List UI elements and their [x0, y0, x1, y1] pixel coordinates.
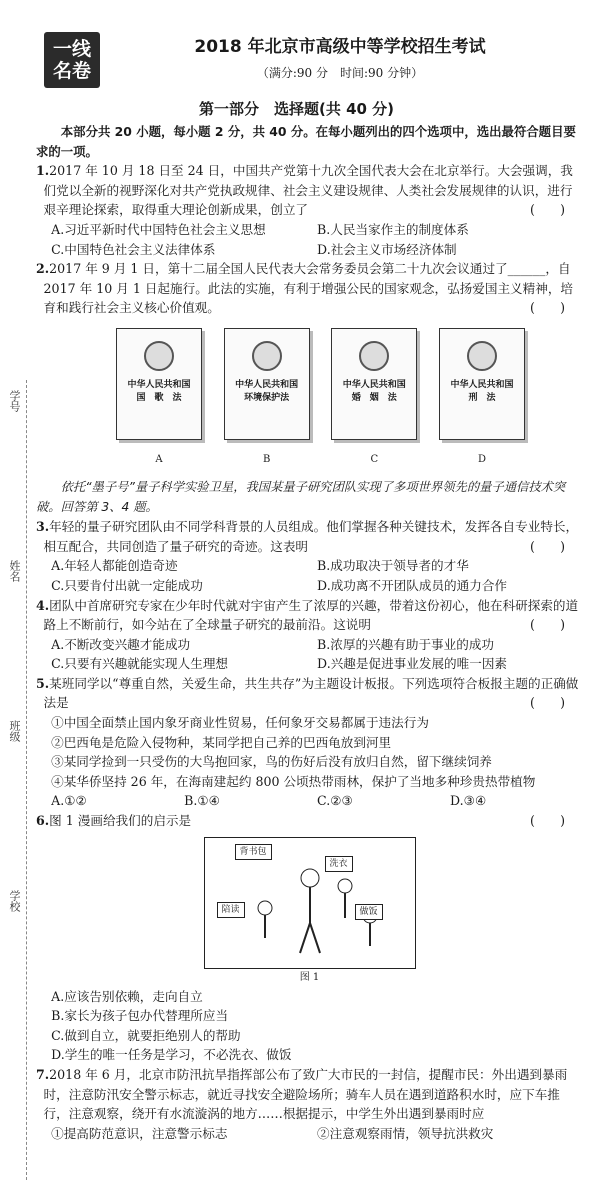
- question-stem: 团队中首席研究专家在少年时代就对宇宙产生了浓厚的兴趣，带着这份初心，他在科研探索的道路上不断前行，如今站在了全球量子研究的最前沿。这说明: [43, 597, 579, 633]
- answer-blank[interactable]: ( ): [529, 813, 565, 829]
- national-emblem-icon: [359, 341, 389, 371]
- book-title-line1: 中华人民共和国: [235, 379, 299, 390]
- answer-blank[interactable]: ( ): [529, 538, 565, 554]
- question-4: [36, 596, 583, 635]
- statement-3: ③某同学捡到一只受伤的大鸟抱回家，鸟的伤好后没有放归自然，留下继续饲养: [51, 754, 492, 770]
- option-c[interactable]: C.只要肯付出就一定能成功: [51, 577, 203, 593]
- label-class: 班级: [8, 720, 21, 742]
- statement-1: ①中国全面禁止国内象牙商业性贸易，任何象牙交易都属于违法行为: [51, 715, 429, 731]
- label-name: 姓名: [8, 560, 21, 582]
- cartoon-figure: [204, 837, 416, 969]
- option-b[interactable]: B.浓厚的兴趣有助于事业的成功: [317, 636, 495, 652]
- shared-passage: 依托“墨子号”量子科学实验卫星，我国某量子研究团队实现了多项世界领先的量子通信技术突破。回答第 3、4 题。: [36, 479, 566, 514]
- options-q5: [36, 791, 583, 811]
- book-option-b[interactable]: [224, 328, 310, 478]
- option-d[interactable]: D.学生的唯一任务是学习，不必洗衣、做饭: [51, 1047, 292, 1063]
- option-b[interactable]: B.家长为孩子包办代替理所应当: [51, 1008, 229, 1024]
- question-number: 5.: [36, 675, 50, 691]
- book-title-line2: 环境保护法: [244, 392, 290, 403]
- question-number: 6.: [36, 813, 50, 829]
- national-emblem-icon: [144, 341, 174, 371]
- question-3: [36, 517, 583, 556]
- answer-blank[interactable]: ( ): [529, 617, 565, 633]
- exam-content: [36, 122, 583, 1143]
- option-c[interactable]: C.只要有兴趣就能实现人生理想: [51, 656, 229, 672]
- question-stem: 2017 年 9 月 1 日，第十二届全国人民代表大会常务委员会第二十九次会议通过了______，自 2017 年 10 月 1 日起施行。此法的实施，有利于增强公民的国家观念，弘扬爱国主义精神，培育和践行社会主义核心价值观。: [43, 261, 574, 316]
- badge-line2: 名卷: [52, 60, 91, 82]
- answer-blank[interactable]: ( ): [529, 695, 565, 711]
- statements-q7: [36, 1124, 583, 1144]
- book-title-line1: 中华人民共和国: [127, 379, 191, 390]
- option-c[interactable]: C.中国特色社会主义法律体系: [51, 241, 216, 257]
- book-cover: [224, 328, 310, 440]
- book-title-line2: 婚 姻 法: [351, 392, 397, 403]
- option-a[interactable]: A.习近平新时代中国特色社会主义思想: [51, 221, 266, 237]
- question-stem: 某班同学以“尊重自然，关爱生命，共生共存”为主题设计板报。下列选项符合板报主题的正确做法是: [43, 675, 579, 711]
- option-d[interactable]: D.成功离不开团队成员的通力合作: [317, 577, 508, 593]
- national-emblem-icon: [252, 341, 282, 371]
- book-title-line1: 中华人民共和国: [342, 379, 406, 390]
- book-letter: C: [370, 453, 379, 465]
- question-stem: 2018 年 6 月，北京市防汛抗旱指挥部公布了致广大市民的一封信，提醒市民：外出遇到暴雨时，注意防汛安全警示标志，就近寻找安全避险场所；骑车人员在遇到道路积水时，应下车推行，注意观察，绕开有水流漩涡的地方……根据提示，中学生外出遇到暴雨时应: [43, 1067, 568, 1122]
- national-emblem-icon: [467, 341, 497, 371]
- question-number: 1.: [36, 163, 50, 179]
- question-stem: 图 1 漫画给我们的启示是: [49, 813, 192, 829]
- option-c[interactable]: C.做到自立，就要拒绝别人的帮助: [51, 1027, 241, 1043]
- options-q4: [36, 635, 583, 674]
- options-q1: [36, 220, 583, 259]
- book-title-line2: 刑 法: [468, 392, 496, 403]
- question-7: [36, 1065, 583, 1124]
- question-stem: 年轻的量子研究团队由不同学科背景的人员组成。他们掌握各种关键技术，发挥各自专业特长，相互配合，共同创造了量子研究的奇迹。这表明: [43, 519, 579, 554]
- book-option-c[interactable]: [331, 328, 417, 478]
- question-stem: 2017 年 10 月 18 日至 24 日，中国共产党第十九次全国代表大会在北京举行。大会强调，我们党以全新的视野深化对共产党执政规律、社会主义建设规律、人类社会发展规律的认识，进行艰辛理论探索，取得重大理论创新成果，创立了: [43, 163, 573, 218]
- binding-margin: [0, 380, 34, 1193]
- option-a[interactable]: A.不断改变兴趣才能成功: [51, 636, 191, 652]
- brand-badge: [44, 32, 100, 88]
- book-letter: B: [262, 453, 271, 465]
- sign-laundry: 洗衣: [325, 856, 353, 872]
- book-letter: D: [477, 453, 486, 465]
- book-option-a[interactable]: [116, 328, 202, 478]
- option-a[interactable]: A.年轻人都能创造奇迹: [51, 558, 178, 574]
- question-number: 3.: [36, 519, 50, 535]
- option-b[interactable]: B.成功取决于领导者的才华: [317, 558, 469, 574]
- instructions: 本部分共 20 小题，每小题 2 分，共 40 分。在每小题列出的四个选项中，选出最符合题目要求的一项。: [36, 124, 576, 159]
- option-b[interactable]: B.①④: [184, 793, 220, 809]
- book-cover: [331, 328, 417, 440]
- option-a[interactable]: A.①②: [51, 793, 87, 809]
- book-option-d[interactable]: [439, 328, 525, 478]
- question-2: [36, 259, 583, 318]
- book-cover: [116, 328, 202, 440]
- book-letter: A: [155, 453, 163, 465]
- answer-blank[interactable]: ( ): [529, 300, 565, 316]
- book-title-line1: 中华人民共和国: [450, 379, 514, 390]
- statement-4: ④某华侨坚持 26 年，在海南建起约 800 公顷热带雨林，保护了当地多种珍贵热带植物: [51, 773, 536, 789]
- sign-carry-bag: 背书包: [235, 844, 272, 860]
- statement-1: ①提高防范意识，注意警示标志: [51, 1125, 228, 1141]
- exam-subtitle: （满分:90 分 时间:90 分钟）: [256, 66, 424, 80]
- part-heading: 第一部分 选择题(共 40 分): [198, 100, 395, 118]
- figure-caption: 图 1: [299, 971, 320, 983]
- option-d[interactable]: D.社会主义市场经济体制: [317, 241, 457, 257]
- sign-cooking: 做饭: [355, 904, 383, 920]
- question-number: 7.: [36, 1067, 50, 1082]
- option-d[interactable]: D.兴趣是促进事业发展的唯一因素: [317, 656, 508, 672]
- statement-2: ②注意观察雨情，领导抗洪救灾: [317, 1125, 494, 1141]
- option-b[interactable]: B.人民当家作主的制度体系: [317, 221, 469, 237]
- label-school: 学校: [8, 890, 21, 912]
- answer-blank[interactable]: ( ): [529, 202, 565, 218]
- label-student-id: 学号: [8, 390, 21, 412]
- question-6: [36, 811, 583, 831]
- option-a[interactable]: A.应该告别依赖，走向自立: [51, 988, 203, 1004]
- law-books: [36, 318, 583, 478]
- option-d[interactable]: D.③④: [450, 793, 487, 809]
- option-c[interactable]: C.②③: [317, 793, 353, 809]
- sign-accompany-study: 陪读: [217, 902, 245, 918]
- book-title-line2: 国 歌 法: [136, 392, 182, 403]
- question-number: 2.: [36, 261, 50, 277]
- question-5: [36, 674, 583, 713]
- statement-2: ②巴西龟是危险入侵物种，某同学把自己养的巴西龟放到河里: [51, 734, 392, 750]
- question-number: 4.: [36, 597, 50, 613]
- binding-line: [26, 380, 27, 1180]
- book-cover: [439, 328, 525, 440]
- question-1: [36, 161, 583, 220]
- exam-title: 2018 年北京市高级中等学校招生考试: [194, 37, 486, 57]
- options-q3: [36, 556, 583, 595]
- badge-line1: 一线: [52, 38, 91, 60]
